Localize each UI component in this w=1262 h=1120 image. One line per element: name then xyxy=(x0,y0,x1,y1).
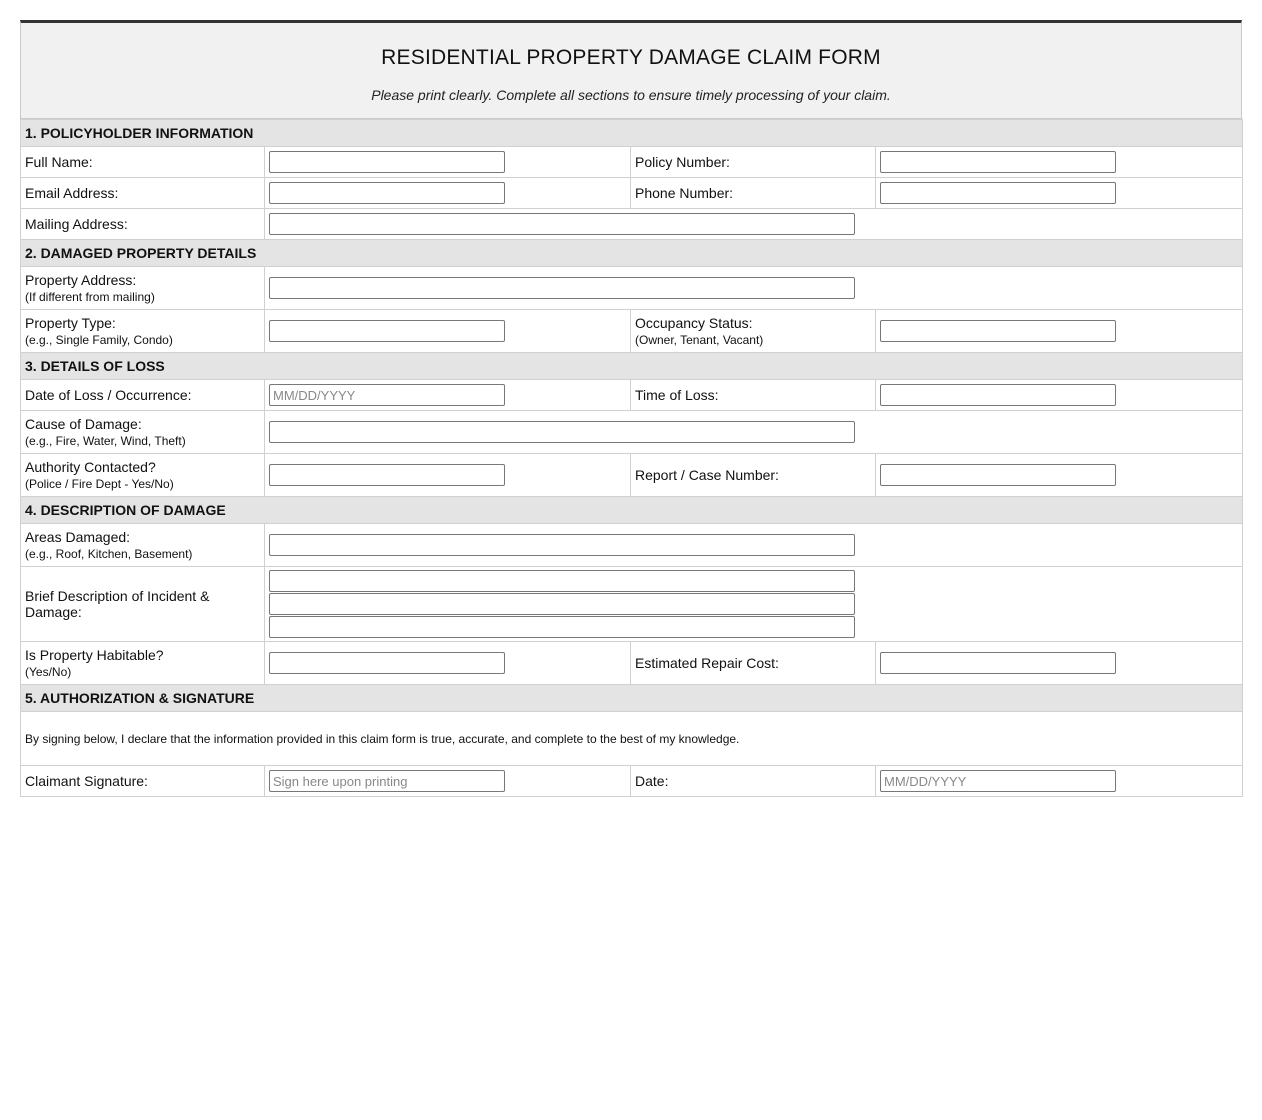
time-of-loss-input[interactable] xyxy=(880,384,1116,406)
authority-hint: (Police / Fire Dept - Yes/No) xyxy=(25,477,174,491)
habitable-input[interactable] xyxy=(269,652,505,674)
section-header-authorization xyxy=(21,685,1243,712)
cause-input[interactable] xyxy=(269,421,855,443)
property-type-hint: (e.g., Single Family, Condo) xyxy=(25,333,173,347)
table-row xyxy=(21,267,1243,310)
description-line-input[interactable] xyxy=(269,570,855,592)
policy-number-label: Policy Number: xyxy=(631,147,876,178)
date-of-loss-input[interactable] xyxy=(269,384,505,406)
table-row xyxy=(21,766,1243,797)
authority-input[interactable] xyxy=(269,464,505,486)
section-heading: 2. DAMAGED PROPERTY DETAILS xyxy=(21,240,1243,267)
email-input[interactable] xyxy=(269,182,505,204)
email-label: Email Address: xyxy=(21,178,265,209)
table-row xyxy=(21,524,1243,567)
cause-label-cell xyxy=(21,411,265,454)
areas-label: Areas Damaged: xyxy=(25,529,131,545)
property-type-label-cell xyxy=(21,310,265,353)
areas-hint: (e.g., Roof, Kitchen, Basement) xyxy=(25,547,193,561)
section-heading: 4. DESCRIPTION OF DAMAGE xyxy=(21,497,1243,524)
table-row xyxy=(21,642,1243,685)
date-of-loss-label: Date of Loss / Occurrence: xyxy=(21,380,265,411)
areas-input[interactable] xyxy=(269,534,855,556)
claim-form xyxy=(20,20,1242,797)
table-row xyxy=(21,411,1243,454)
form-header xyxy=(20,20,1242,119)
property-address-label-cell xyxy=(21,267,265,310)
occupancy-label-cell xyxy=(631,310,876,353)
time-of-loss-label: Time of Loss: xyxy=(631,380,876,411)
areas-label-cell xyxy=(21,524,265,567)
report-number-input[interactable] xyxy=(880,464,1116,486)
signature-label: Claimant Signature: xyxy=(21,766,265,797)
phone-input[interactable] xyxy=(880,182,1116,204)
table-row xyxy=(21,380,1243,411)
repair-cost-label: Estimated Repair Cost: xyxy=(631,642,876,685)
table-row xyxy=(21,310,1243,353)
cause-hint: (e.g., Fire, Water, Wind, Theft) xyxy=(25,434,186,448)
mailing-address-input[interactable] xyxy=(269,213,855,235)
occupancy-label: Occupancy Status: xyxy=(635,315,753,331)
section-header-policyholder xyxy=(21,120,1243,147)
section-heading: 5. AUTHORIZATION & SIGNATURE xyxy=(21,685,1243,712)
table-row xyxy=(21,147,1243,178)
table-row xyxy=(21,178,1243,209)
property-address-label: Property Address: xyxy=(25,272,137,288)
property-type-input[interactable] xyxy=(269,320,505,342)
section-heading: 3. DETAILS OF LOSS xyxy=(21,353,1243,380)
full-name-label: Full Name: xyxy=(21,147,265,178)
property-address-input[interactable] xyxy=(269,277,855,299)
phone-label: Phone Number: xyxy=(631,178,876,209)
full-name-input[interactable] xyxy=(269,151,505,173)
form-table xyxy=(20,119,1243,797)
signature-input[interactable] xyxy=(269,770,505,792)
section-header-description xyxy=(21,497,1243,524)
property-address-hint: (If different from mailing) xyxy=(25,290,155,304)
cause-label: Cause of Damage: xyxy=(25,416,142,432)
declaration-text: By signing below, I declare that the information provided in this claim form is true, accurate, and complete to the best of my knowledge. xyxy=(21,712,1243,766)
form-title: RESIDENTIAL PROPERTY DAMAGE CLAIM FORM xyxy=(381,46,881,69)
report-number-label: Report / Case Number: xyxy=(631,454,876,497)
signature-date-input[interactable] xyxy=(880,770,1116,792)
property-type-label: Property Type: xyxy=(25,315,116,331)
table-row xyxy=(21,209,1243,240)
signature-date-label: Date: xyxy=(631,766,876,797)
occupancy-input[interactable] xyxy=(880,320,1116,342)
repair-cost-input[interactable] xyxy=(880,652,1116,674)
section-heading: 1. POLICYHOLDER INFORMATION xyxy=(21,120,1243,147)
habitable-label-cell xyxy=(21,642,265,685)
authority-label-cell xyxy=(21,454,265,497)
section-header-property xyxy=(21,240,1243,267)
occupancy-hint: (Owner, Tenant, Vacant) xyxy=(635,333,764,347)
authority-label: Authority Contacted? xyxy=(25,459,156,475)
table-row xyxy=(21,567,1243,642)
table-row xyxy=(21,712,1243,766)
section-header-loss xyxy=(21,353,1243,380)
description-line-input[interactable] xyxy=(269,616,855,638)
policy-number-input[interactable] xyxy=(880,151,1116,173)
table-row xyxy=(21,454,1243,497)
mailing-address-label: Mailing Address: xyxy=(21,209,265,240)
brief-description-label: Brief Description of Incident & Damage: xyxy=(21,567,265,642)
form-subtitle: Please print clearly. Complete all sections to ensure timely processing of your claim. xyxy=(371,87,891,103)
habitable-hint: (Yes/No) xyxy=(25,665,72,679)
habitable-label: Is Property Habitable? xyxy=(25,647,164,663)
description-line-input[interactable] xyxy=(269,593,855,615)
